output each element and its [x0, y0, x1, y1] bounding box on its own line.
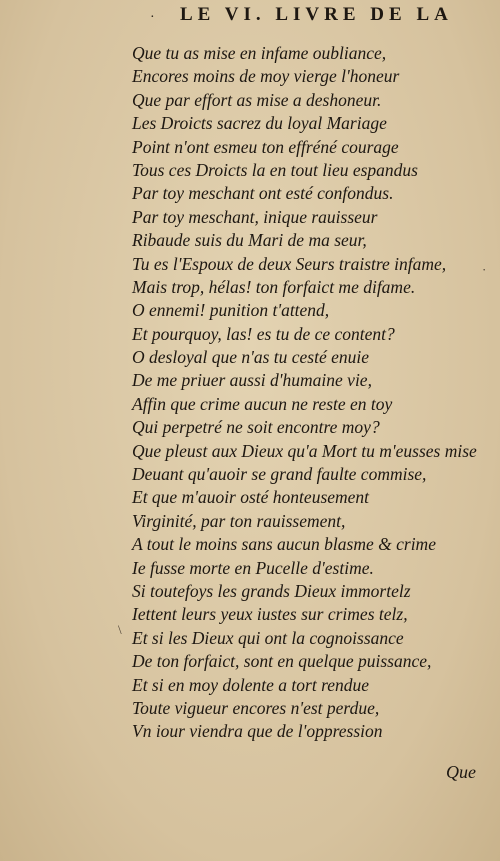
verse-line: Que pleust aux Dieux qu'a Mort tu m'eusses mise	[132, 440, 477, 461]
running-head: LE VI. LIVRE DE LA	[180, 4, 453, 25]
verse-line: De me priuer aussi d'humaine vie,	[132, 370, 372, 391]
margin-mark: \	[118, 622, 122, 637]
ornament-dot: ·	[150, 10, 155, 25]
verse-line: O ennemi! punition t'attend,	[132, 300, 330, 321]
verse-block	[132, 42, 477, 744]
verse-line: Et que m'auoir osté honteusement	[132, 487, 370, 508]
verse-line: Par toy meschant, inique rauisseur	[132, 206, 378, 227]
verse-line: Tu es l'Espoux de deux Seurs traistre infame,	[132, 253, 447, 274]
verse-line: Deuant qu'auoir se grand faulte commise,	[132, 464, 427, 485]
verse-line: Mais trop, hélas! ton forfaict me difame.	[132, 276, 416, 297]
verse-line: Toute vigueur encores n'est perdue,	[132, 697, 380, 718]
verse-line: Et si en moy dolente a tort rendue	[132, 674, 370, 695]
verse-line: A tout le moins sans aucun blasme & crime	[132, 534, 436, 555]
verse-line: Si toutefoys les grands Dieux immortelz	[132, 580, 411, 601]
verse-line: De ton forfaict, sont en quelque puissance,	[132, 651, 432, 672]
verse-line: Et si les Dieux qui ont la cognoissance	[132, 627, 404, 648]
verse-line: Encores moins de moy vierge l'honeur	[132, 66, 400, 87]
verse-line: Et pourquoy, las! es tu de ce content?	[132, 323, 395, 344]
verse-line: Tous ces Droicts la en tout lieu espandus	[132, 159, 418, 180]
verse-line: Vn iour viendra que de l'oppression	[132, 721, 383, 742]
verse-line: Que par effort as mise a deshoneur.	[132, 89, 382, 110]
margin-mark: ·	[482, 262, 487, 277]
verse-line: Ie fusse morte en Pucelle d'estime.	[132, 557, 374, 578]
verse-line: Affin que crime aucun ne reste en toy	[132, 393, 393, 414]
verse-line: Point n'ont esmeu ton effréné courage	[132, 136, 399, 157]
verse-line: Qui perpetré ne soit encontre moy?	[132, 417, 380, 438]
verse-line: Par toy meschant ont esté confondus.	[132, 183, 394, 204]
verse-line: Ribaude suis du Mari de ma seur,	[132, 230, 367, 251]
catchword: Que	[446, 762, 476, 782]
verse-line: Les Droicts sacrez du loyal Mariage	[132, 113, 387, 134]
verse-line: Iettent leurs yeux iustes sur crimes telz,	[132, 604, 408, 625]
verse-line: O desloyal que n'as tu cesté enuie	[132, 347, 370, 368]
verse-line: Que tu as mise en infame oubliance,	[132, 43, 387, 63]
verse-line: Virginité, par ton rauissement,	[132, 510, 346, 531]
